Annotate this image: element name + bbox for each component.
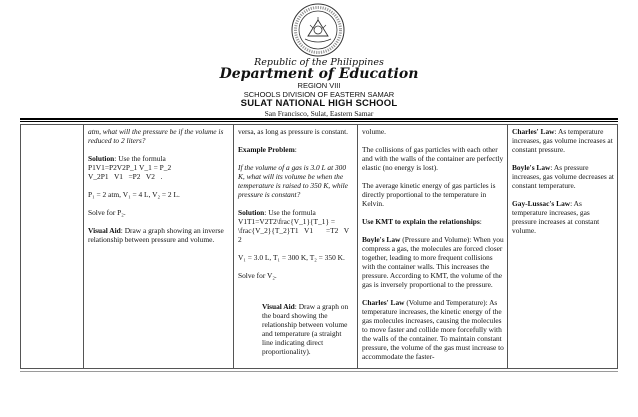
solution-label: Solution (88, 154, 115, 163)
charles-label: Charles' Law (512, 127, 555, 136)
visual-aid (88, 226, 230, 244)
solution-line (88, 154, 230, 163)
gay-lussac-text: : As temperature increases, gas pressure increases at constant volume. (512, 199, 600, 235)
boyle-summary (512, 163, 616, 190)
boyle-explanation (362, 235, 504, 289)
solve-for: Solve for P₂. (88, 208, 126, 217)
solution-text: : Use the formula (114, 154, 166, 163)
formula-line-1: P1V1=P2V2P_1 V_1 = P_2 (88, 163, 172, 172)
charles-label: Charles' Law (362, 298, 405, 307)
republic-line: Republic of the Philippines (254, 57, 384, 68)
kmt-heading (362, 217, 504, 226)
intro-line: versa, as long as pressure is constant. (238, 127, 349, 136)
visual-aid-label: Visual Aid (262, 302, 295, 311)
document-header (0, 0, 638, 118)
visual-aid-label: Visual Aid (88, 226, 121, 235)
gay-lussac-summary (512, 199, 616, 235)
column-gas-laws-summary (507, 125, 618, 368)
boyle-label: Boyle's Law (362, 235, 401, 244)
kmt-heading-text: Use KMT to explain the relationships (362, 217, 480, 226)
solution-text: : Use the formula (264, 208, 316, 217)
formula-line-2: \frac{V_2}{T_2}T1 V1 =T2 V (238, 226, 350, 235)
charles-summary (512, 127, 616, 154)
boyle-label: Boyle's Law (512, 163, 551, 172)
empty-column (21, 125, 83, 368)
example-colon: : (294, 145, 297, 154)
solution-label: Solution (238, 208, 265, 217)
charles-explanation (362, 298, 504, 361)
example-problem: If the volume of a gas is 3.0 L at 300 K, what will its volume be when the temperature is raised to 350 K, while pressure is constant? (238, 163, 348, 199)
question-tail: atm, what will the pressure be if the volume is reduced to 2 liters? (88, 127, 224, 145)
formula-line-1: V1T1=V2T2\frac{V_1}{T_1} = (238, 217, 336, 226)
kinetic-energy-temperature: The average kinetic energy of gas particles is directly proportional to the temperature in Kelvin. (362, 181, 496, 208)
visual-aid-text: : Draw a graph on the board showing the relationship between volume and temperature (a straight line indicating direct proportionality). (262, 302, 349, 356)
school-name: SULAT NATIONAL HIGH SCHOOL (240, 98, 398, 109)
column-boyle-example (83, 125, 233, 368)
column-charles-example (233, 125, 357, 368)
charles-text: (Volume and Temperature): As temperature increases, the kinetic energy of the gas molecules increases, causing the molecules to move faster and collide more forcefully with the walls of the container. To maintain constant pressure, the volume of the gas must increase to accommodate the faster- (362, 298, 504, 361)
solve-for: Solve for V₂. (238, 271, 277, 280)
charles-text: : As temperature increases, gas volume increases at constant pressure. (512, 127, 613, 154)
boyle-text: (Pressure and Volume): When you compress a gas, the molecules are forced closer together, leading to more frequent collisions with the container walls. This increases the pressure. According to KMT, the volume of the gas is inversely proportional to the pressure. (362, 235, 504, 289)
school-address: San Francisco, Sulat, Eastern Samar (264, 109, 374, 118)
page-bottom-rule (20, 371, 618, 372)
deped-seal-icon (291, 3, 345, 57)
division-line: SCHOOLS DIVISION OF EASTERN SAMAR (243, 90, 395, 99)
gay-lussac-label: Gay-Lussac's Law (512, 199, 571, 208)
visual-aid (262, 302, 350, 356)
formula-line-2: V_2P1 V1 =P2 V2 . (88, 172, 163, 181)
visual-aid-text: : Draw a graph showing an inverse relationship between pressure and volume. (88, 226, 224, 244)
formula-line-3: 2 (238, 235, 242, 244)
header-rule-thin (20, 121, 618, 122)
column-kmt-explanation (357, 125, 507, 368)
kmt-heading-colon: : (479, 217, 482, 226)
department-title: Department of Education (219, 66, 419, 82)
given-values: V₁ = 3.0 L, T₁ = 300 K, T₂ = 350 K. (238, 253, 345, 262)
lesson-plan-table (20, 124, 618, 369)
example-heading (238, 145, 354, 154)
top-line: volume. (362, 127, 387, 136)
example-label: Example Problem (238, 145, 295, 154)
region-line: REGION VIII (297, 81, 341, 90)
boyle-text: : As pressure increases, gas volume decreases at constant temperature. (512, 163, 614, 190)
header-rule-thick (20, 118, 618, 120)
solution-line (238, 208, 354, 217)
given-values: P₁ = 2 atm, V₁ = 4 L, V₂ = 2 L. (88, 190, 180, 199)
elastic-collisions: The collisions of gas particles with each other and with the walls of the container are perfectly elastic (no energy is lost). (362, 145, 504, 172)
